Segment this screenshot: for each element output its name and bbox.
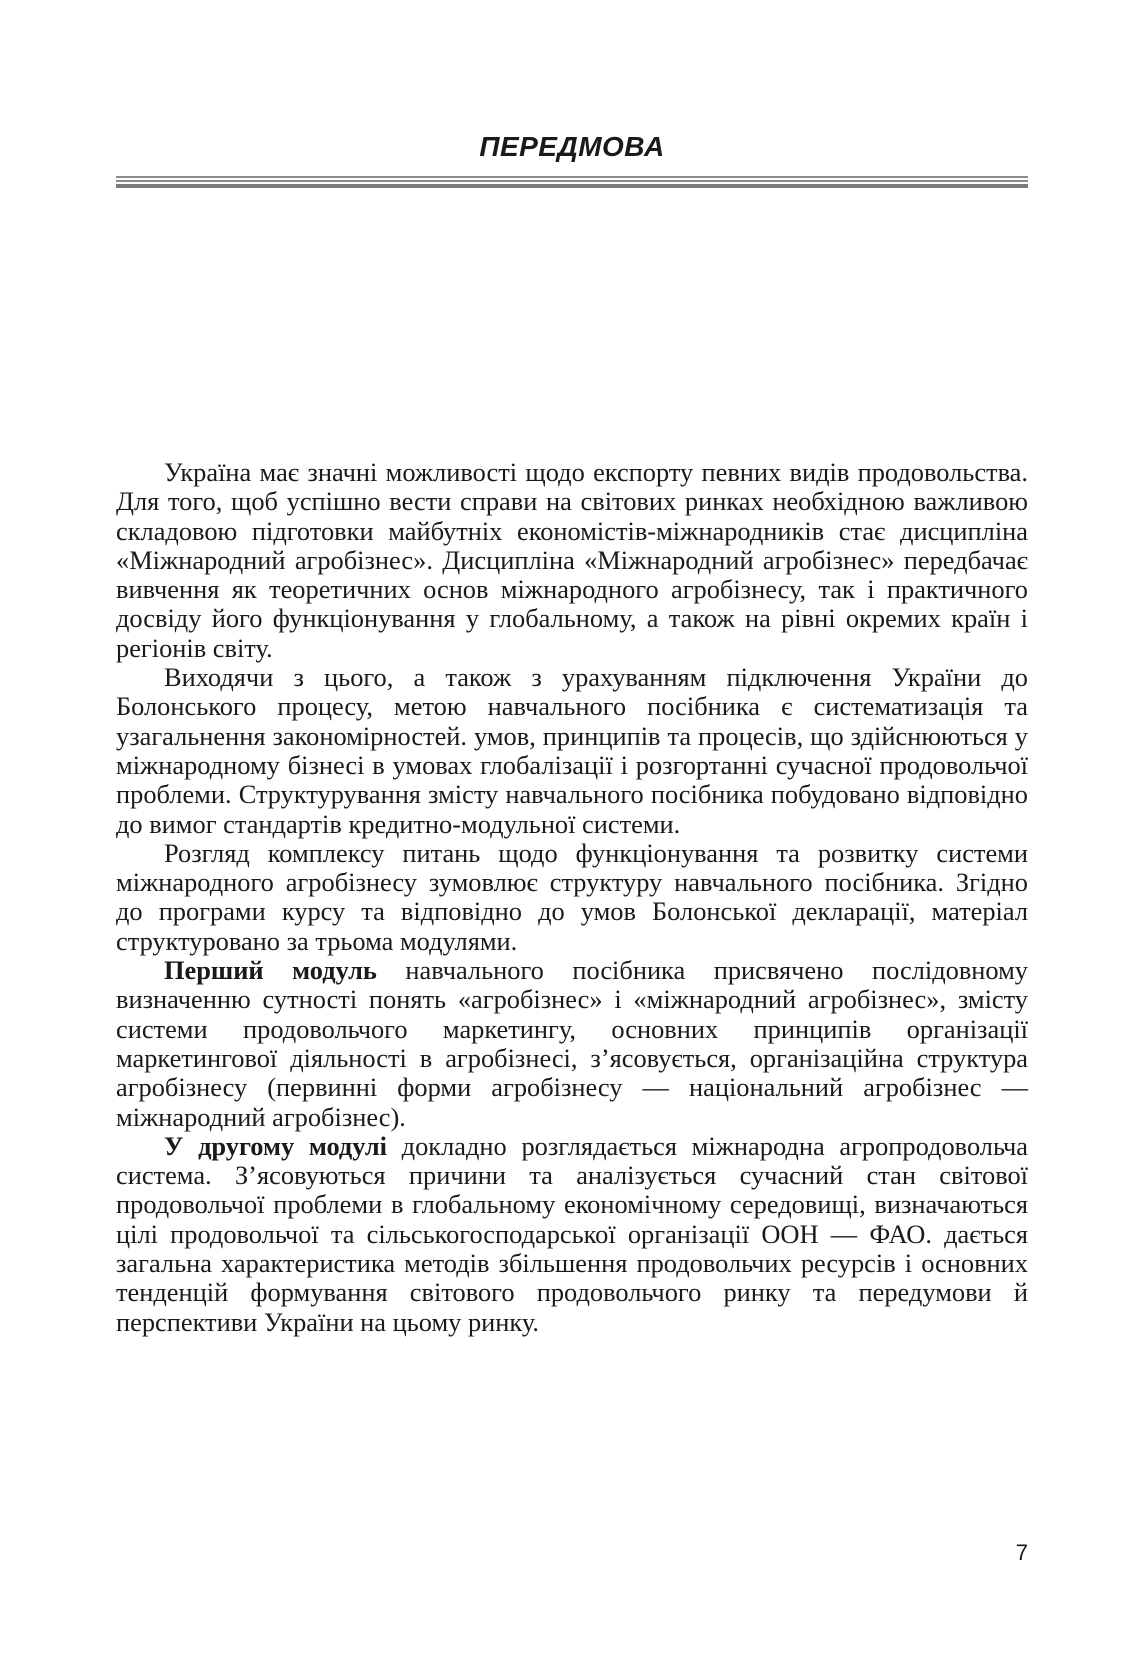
paragraph — [116, 956, 1028, 1132]
paragraph — [116, 663, 1028, 839]
page-title: ПЕРЕДМОВА — [479, 131, 665, 162]
paragraph-text: навчального посібника присвячено послідовному визначенню сутності понять «агробізнес» і «міжнародний агробізнес», змісту системи продовольчого маркетингу, основних принципів організації маркетингової діяльності в агробізнесі, з’ясовується, організаційна структура агробізнесу (первинні форми агробізнесу — національний агробізнес — міжнародний агробізнес). — [116, 955, 1028, 1132]
paragraph — [116, 839, 1028, 956]
page-number: 7 — [1015, 1540, 1028, 1565]
paragraph-text: Розгляд комплексу питань щодо функціонування та розвитку системи міжнародного агробізнесу зумовлює структуру навчального посібника. Згідно до програми курсу та відповідно до умов Болонської декларації, матеріал структуровано за трьома модулями. — [116, 837, 1028, 956]
paragraph — [116, 1132, 1028, 1337]
title-rule-line — [116, 176, 1028, 178]
body-text — [116, 458, 1028, 1337]
paragraph-text: докладно розглядається міжнародна агропродовольча система. З’ясовуються причини та аналізується сучасний стан світової продовольчої проблеми в глобальному економічному середовищі, визначаються цілі продовольчої та сільськогосподарської організації ООН — ФАО. дається загальна характеристика методів збільшення продовольчих ресурсів і основних тенденцій формування світового продовольчого ринку та передумови й перспективи України на цьому ринку. — [116, 1130, 1028, 1337]
title-rule-line — [116, 184, 1028, 188]
paragraph — [116, 458, 1028, 663]
paragraph-text: Виходячи з цього, а також з урахуванням підключення України до Болонського процесу, метою навчального посібника є систематизація та узагальнення закономірностей. умов, принципів та процесів, що здійснюються у міжнародному бізнесі в умовах глобалізації і розгортанні сучасної продовольчої проблеми. Структурування змісту навчального посібника побудовано відповідно до вимог стандартів кредитно-модульної системи. — [116, 662, 1028, 839]
title-rule — [116, 176, 1028, 188]
paragraph-lead: У другому модулі — [164, 1130, 387, 1161]
title-rule-line — [116, 180, 1028, 182]
paragraph-text: Україна має значні можливості щодо експорту певних видів продовольства. Для того, щоб успішно вести справи на світових ринках необхідною важливою складовою підготовки майбутніх економістів-міжнародників стає дисципліна «Міжнародний агробізнес». Дисципліна «Міжнародний агробізнес» передбачає вивчення як теоретичних основ міжнародного агробізнесу, так і практичного досвіду його функціонування у глобальному, а також на рівні окремих країн і регіонів світу. — [116, 457, 1028, 663]
paragraph-lead: Перший модуль — [164, 955, 377, 986]
